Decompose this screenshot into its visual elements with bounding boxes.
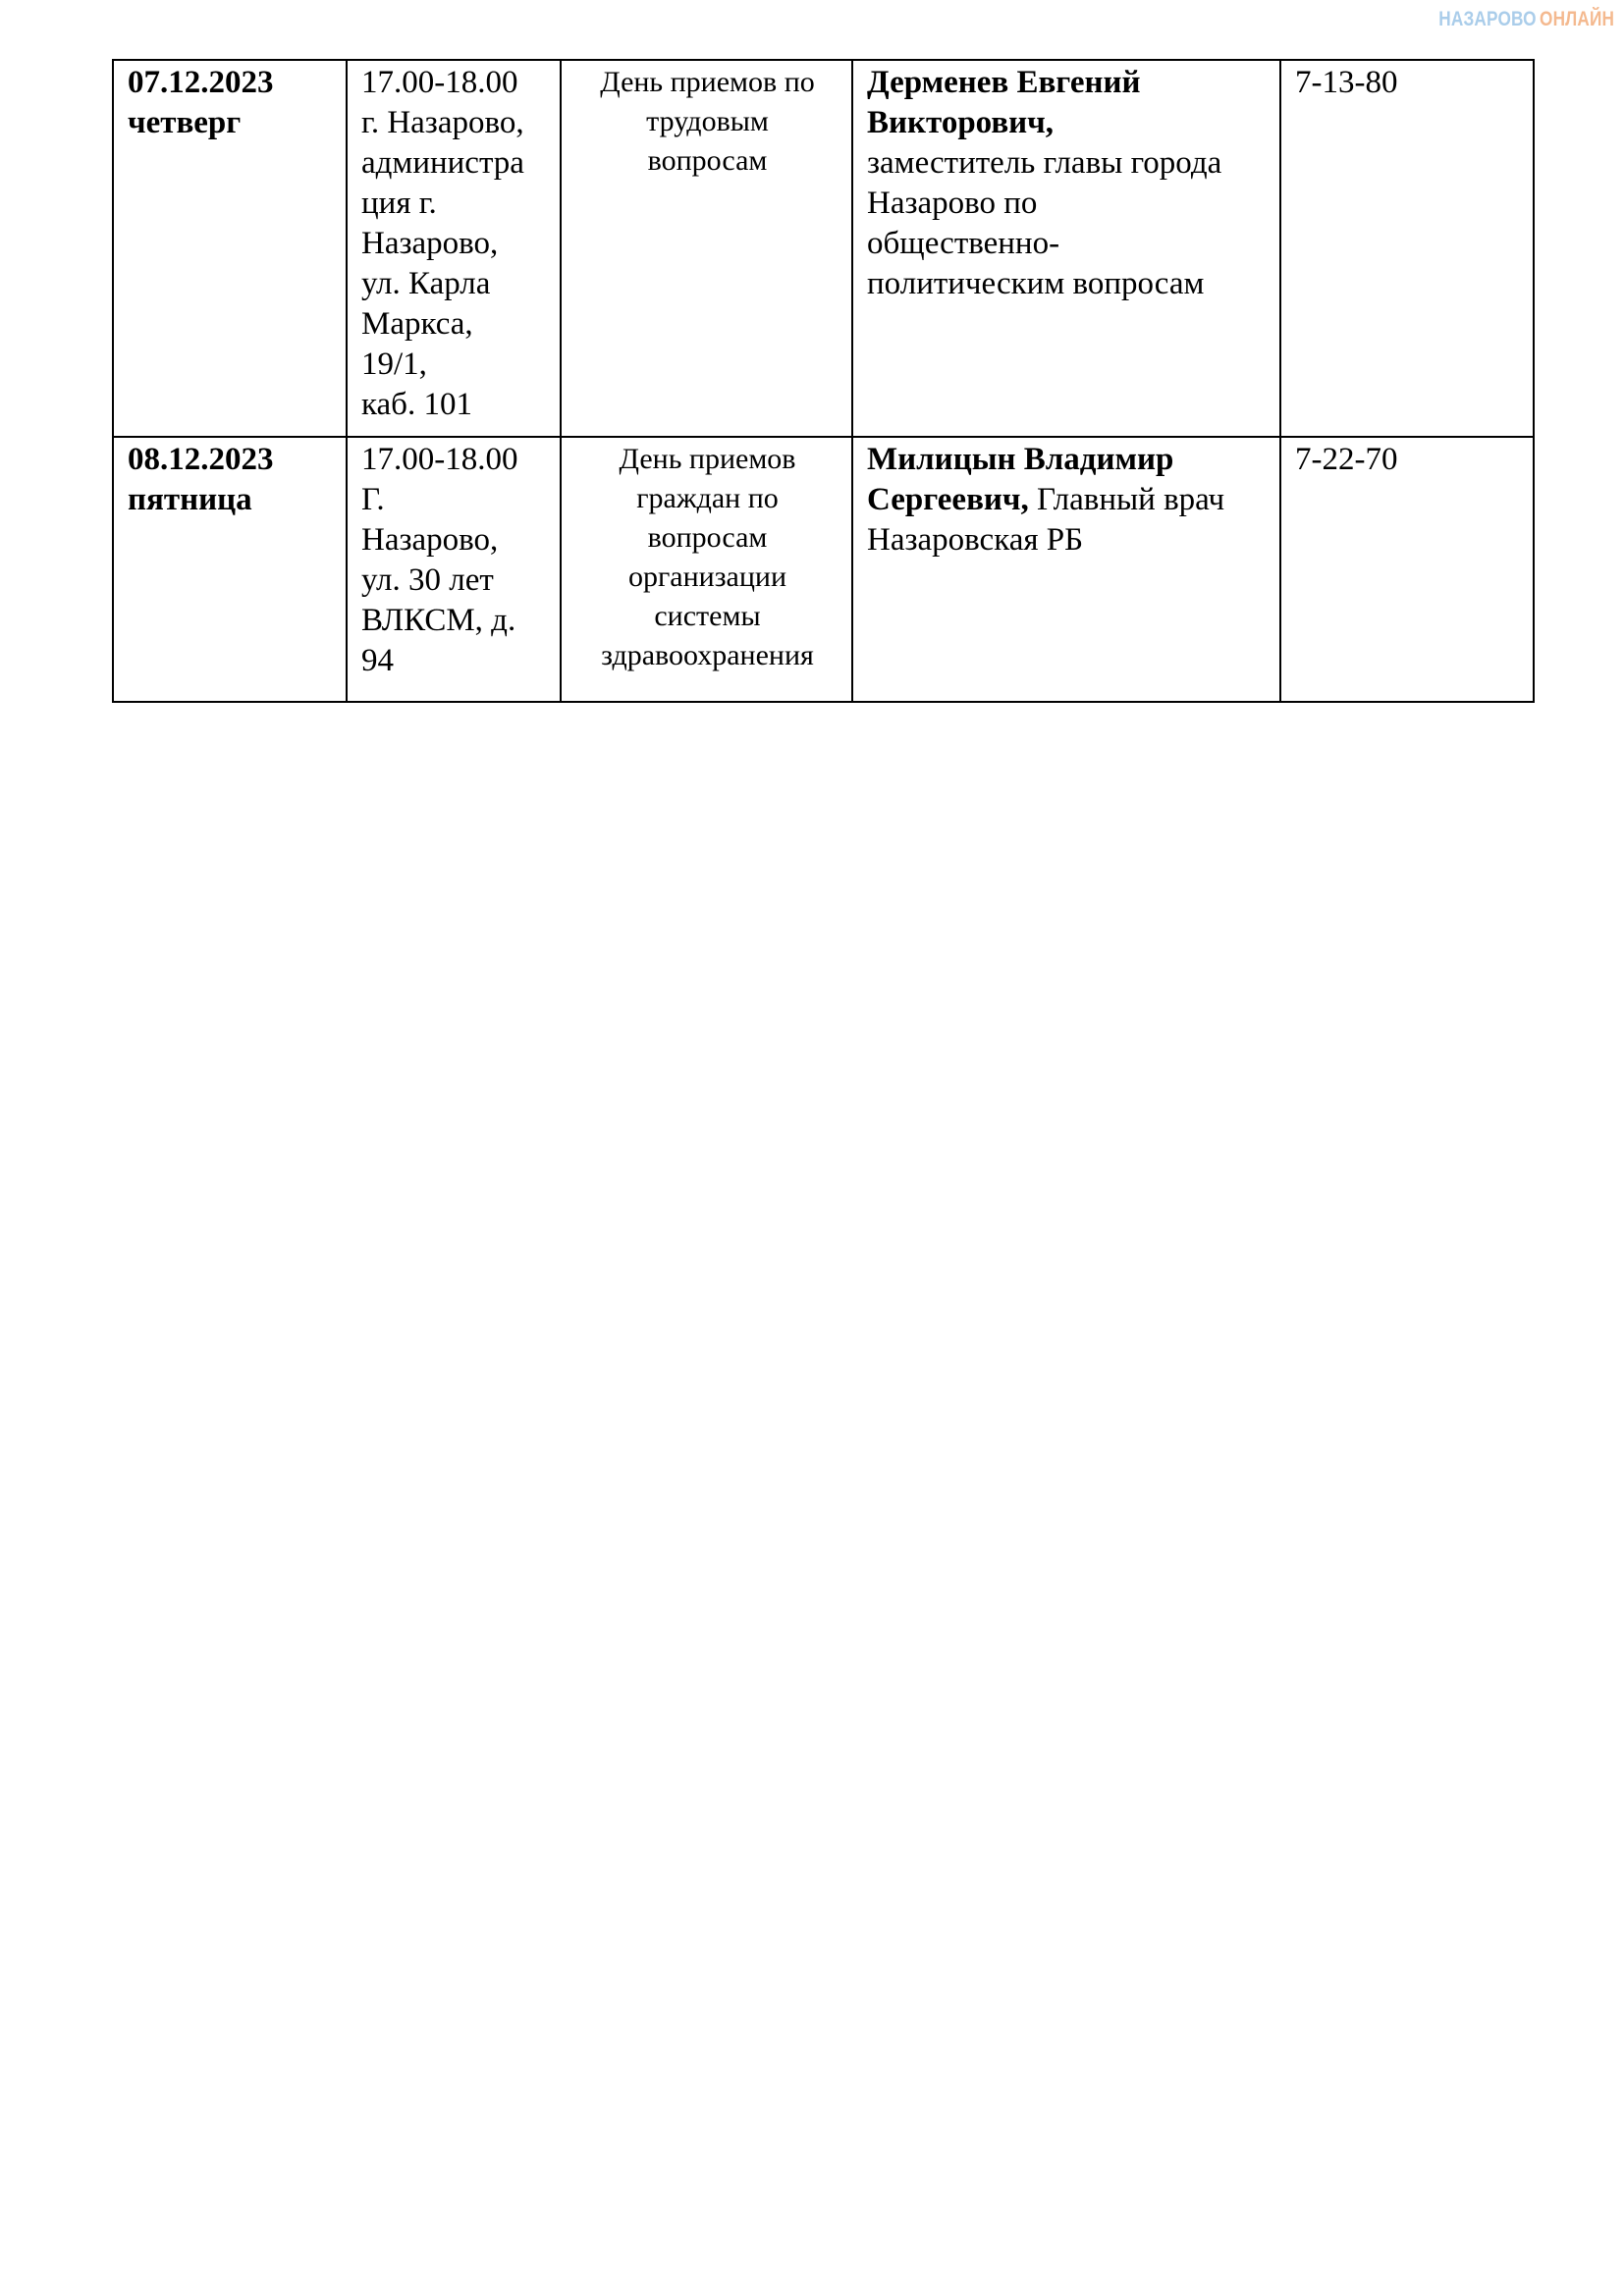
phone-cell <box>1280 437 1534 702</box>
topic-cell <box>561 437 852 702</box>
person-name-line: Сергеевич, <box>867 482 1029 517</box>
topic-line: здравоохранения <box>601 639 814 671</box>
person-cell <box>852 437 1280 702</box>
topic-line: День приемов по <box>600 66 815 98</box>
topic-line: вопросам <box>647 144 768 177</box>
time-location-cell <box>347 437 561 702</box>
weekday-text: четверг <box>128 105 242 140</box>
topic-cell <box>561 60 852 437</box>
time-location-line: администра <box>361 145 524 181</box>
watermark-logo <box>1438 8 1614 31</box>
person-role-line: Назарово по <box>867 186 1038 221</box>
time-location-line: ВЛКСМ, д. <box>361 603 516 638</box>
time-location-cell <box>347 60 561 437</box>
person-role-inline: Главный врач <box>1037 482 1225 517</box>
person-cell <box>852 60 1280 437</box>
person-role-line: политическим вопросам <box>867 266 1205 301</box>
table-row <box>113 60 1534 437</box>
weekday-text: пятница <box>128 482 252 517</box>
watermark-part1: НАЗАРОВО <box>1438 8 1537 30</box>
schedule-table <box>112 59 1535 703</box>
topic-line: вопросам <box>647 521 768 554</box>
time-location-line: ция г. <box>361 186 437 221</box>
time-location-line: 17.00-18.00 <box>361 442 518 477</box>
time-location-line: 19/1, <box>361 347 427 382</box>
phone-cell <box>1280 60 1534 437</box>
phone-number: 7-22-70 <box>1295 442 1398 477</box>
watermark-part2: ОНЛАЙН <box>1539 8 1614 30</box>
time-location-line: ул. Карла <box>361 266 491 301</box>
time-location-line: ул. 30 лет <box>361 562 494 598</box>
date-text: 07.12.2023 <box>128 65 274 100</box>
person-role-line: Назаровская РБ <box>867 522 1084 558</box>
topic-line: граждан по <box>636 482 779 514</box>
person-name-line: Милицын Владимир <box>867 442 1174 477</box>
person-role-line: общественно- <box>867 226 1060 261</box>
time-location-line: Назарово, <box>361 522 499 558</box>
time-location-line: каб. 101 <box>361 387 472 422</box>
topic-line: системы <box>654 600 761 632</box>
person-name-line: Викторович, <box>867 105 1055 140</box>
phone-number: 7-13-80 <box>1295 65 1398 100</box>
time-location-line: Маркса, <box>361 306 473 342</box>
time-location-line: Назарово, <box>361 226 499 261</box>
topic-line: День приемов <box>619 443 796 475</box>
time-location-line: 17.00-18.00 <box>361 65 518 100</box>
date-text: 08.12.2023 <box>128 442 274 477</box>
topic-line: организации <box>627 561 787 593</box>
topic-line: трудовым <box>646 105 769 137</box>
person-name-line: Дерменев Евгений <box>867 65 1141 100</box>
table-row <box>113 437 1534 702</box>
time-location-line: г. Назарово, <box>361 105 524 140</box>
time-location-line: Г. <box>361 482 385 517</box>
time-location-line: 94 <box>361 643 394 678</box>
date-cell <box>113 60 347 437</box>
date-cell <box>113 437 347 702</box>
person-role-line: заместитель главы города <box>867 145 1222 181</box>
